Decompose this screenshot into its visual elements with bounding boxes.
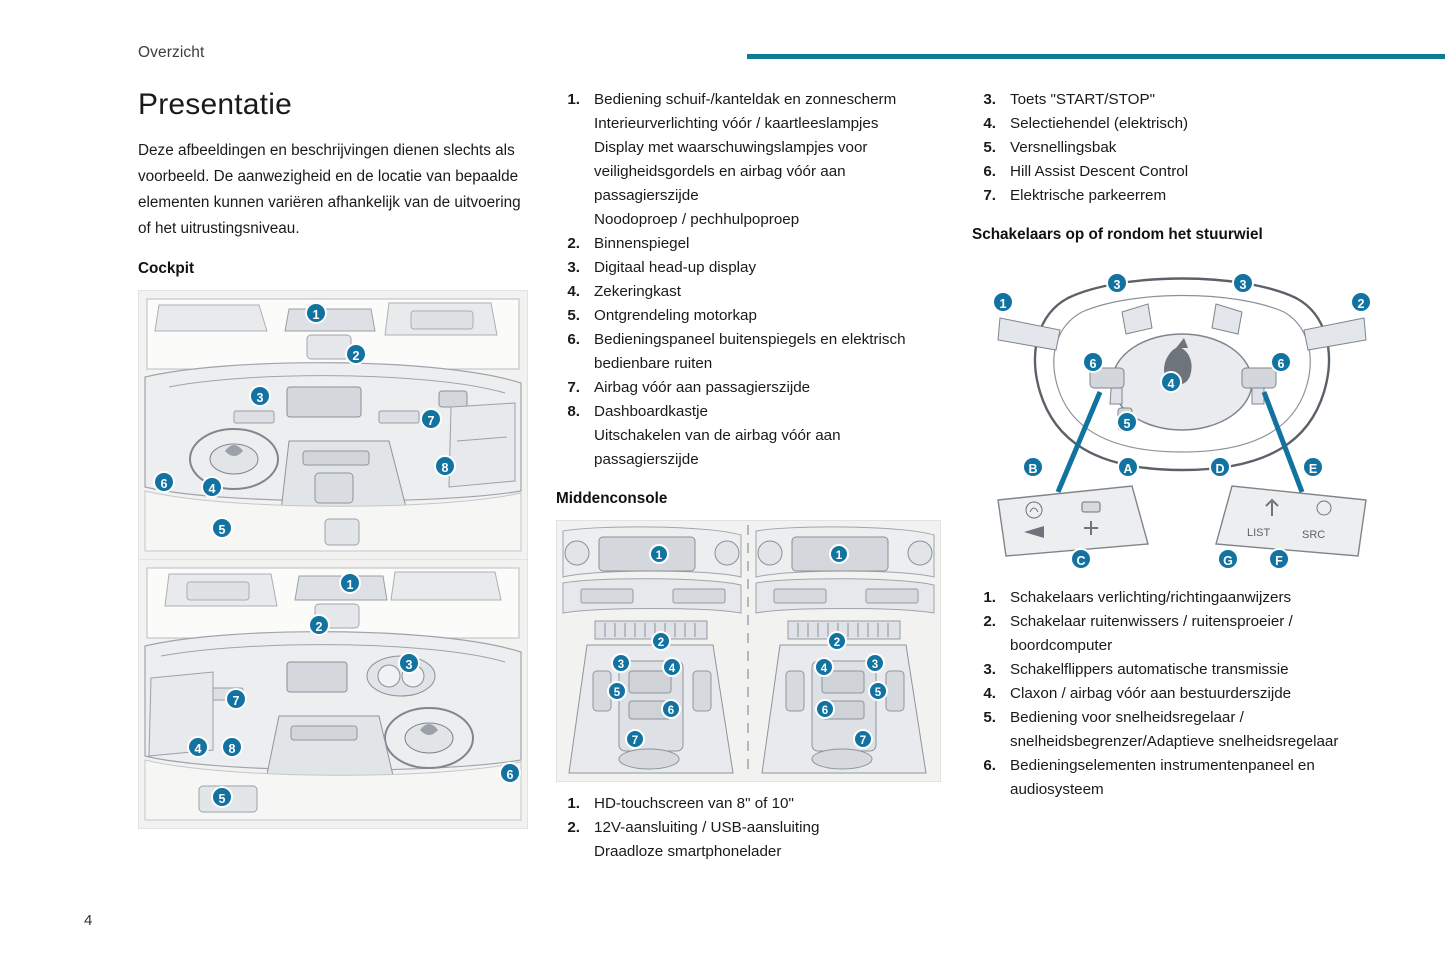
callout-A: A — [1117, 456, 1139, 478]
callout-7: 7 — [225, 688, 247, 710]
list-text: Bedieningselementen instrumentenpaneel en audiosysteem — [1010, 757, 1315, 798]
callout-2: 2 — [345, 343, 367, 365]
list-text: Elektrische parkeerrem — [1010, 187, 1167, 204]
list-text: Display met waarschuwingslampjes voor veiligheidsgordels en airbag vóór aan passagierszijde — [594, 139, 868, 204]
callout-2: 2 — [827, 631, 847, 651]
callout-7: 7 — [625, 729, 645, 749]
callout-8: 8 — [434, 455, 456, 477]
cockpit-lower-illustration — [139, 560, 527, 828]
callout-3-right: 3 — [1232, 272, 1254, 294]
callout-G: G — [1217, 548, 1239, 570]
list-item — [972, 706, 1392, 754]
list-number: 8. — [567, 403, 580, 420]
callout-3: 3 — [398, 652, 420, 674]
callout-1: 1 — [829, 544, 849, 564]
list-number: 1. — [983, 589, 996, 606]
stuurwiel-legend-list — [972, 586, 1392, 802]
list-text: Schakelaars verlichting/richtingaanwijzers — [1010, 589, 1292, 606]
list-number: 5. — [983, 139, 996, 156]
cockpit-figure-upper — [138, 290, 528, 560]
list-number: 3. — [983, 661, 996, 678]
list-number: 2. — [567, 235, 580, 252]
list-item — [556, 376, 941, 400]
callout-6-right: 6 — [1270, 351, 1292, 373]
middle-column — [556, 88, 941, 864]
stuurwiel-illustration — [972, 256, 1392, 586]
list-item — [972, 586, 1392, 610]
callout-5: 5 — [1116, 411, 1138, 433]
callout-6: 6 — [153, 471, 175, 493]
button-label-src: SRC — [1302, 529, 1326, 541]
callout-3: 3 — [865, 653, 885, 673]
list-text: Zekeringkast — [594, 283, 681, 300]
list-item — [972, 184, 1392, 208]
callout-4: 4 — [1160, 371, 1182, 393]
callout-5: 5 — [211, 517, 233, 539]
list-item — [972, 610, 1392, 658]
list-text: Digitaal head-up display — [594, 259, 757, 276]
callout-4: 4 — [662, 657, 682, 677]
list-number: 4. — [567, 283, 580, 300]
list-text: Versnellingsbak — [1010, 139, 1117, 156]
cockpit-figure-lower — [138, 560, 528, 829]
callout-4: 4 — [814, 657, 834, 677]
cockpit-subtitle: Cockpit — [138, 260, 195, 277]
callout-6: 6 — [499, 762, 521, 784]
callout-C: C — [1070, 548, 1092, 570]
list-item — [556, 400, 941, 472]
button-label-list: LIST — [1247, 527, 1271, 539]
list-text: Selectiehendel (elektrisch) — [1010, 115, 1189, 132]
list-number: 5. — [567, 307, 580, 324]
middenconsole-illustration — [557, 521, 940, 781]
callout-2: 2 — [651, 631, 671, 651]
list-number: 6. — [983, 163, 996, 180]
callout-D: D — [1209, 456, 1231, 478]
left-column — [138, 88, 530, 829]
list-text: Ontgrendeling motorkap — [594, 307, 757, 324]
cockpit-legend-continued — [972, 88, 1392, 208]
list-number: 2. — [567, 819, 580, 836]
callout-8: 8 — [221, 736, 243, 758]
list-number: 6. — [983, 757, 996, 774]
list-number: 3. — [983, 91, 996, 108]
callout-3-left: 3 — [1106, 272, 1128, 294]
list-text: Draadloze smartphonelader — [594, 843, 782, 860]
callout-1: 1 — [992, 291, 1014, 313]
list-text: Claxon / airbag vóór aan bestuurderszijde — [1010, 685, 1292, 702]
cockpit-upper-illustration — [139, 291, 527, 559]
list-item — [972, 682, 1392, 706]
callout-5: 5 — [211, 786, 233, 808]
list-text: Schakelaar ruitenwissers / ruitensproeier / boordcomputer — [1010, 613, 1293, 654]
list-text: 12V-aansluiting / USB-aansluiting — [594, 819, 820, 836]
list-item — [972, 754, 1392, 802]
callout-6-left: 6 — [1082, 351, 1104, 373]
stuurwiel-figure — [972, 256, 1392, 586]
list-text: HD-touchscreen van 8" of 10" — [594, 795, 794, 812]
callout-1: 1 — [305, 302, 327, 324]
callout-2: 2 — [308, 614, 330, 636]
list-number: 1. — [567, 91, 580, 108]
callout-1: 1 — [339, 572, 361, 594]
callout-B: B — [1022, 456, 1044, 478]
list-item — [556, 328, 941, 376]
list-number: 7. — [567, 379, 580, 396]
callout-6: 6 — [815, 699, 835, 719]
callout-3: 3 — [249, 385, 271, 407]
callout-1: 1 — [649, 544, 669, 564]
list-text: Bedieningspaneel buitenspiegels en elektrisch bedienbare ruiten — [594, 331, 906, 372]
middenconsole-legend-list — [556, 792, 941, 864]
list-text: Noodoproep / pechhulpoproep — [594, 211, 800, 228]
callout-2: 2 — [1350, 291, 1372, 313]
header-rule — [747, 54, 1445, 59]
callout-F: F — [1268, 548, 1290, 570]
list-item — [556, 280, 941, 304]
list-text: Schakelflippers automatische transmissie — [1010, 661, 1289, 678]
list-text: Airbag vóór aan passagierszijde — [594, 379, 811, 396]
callout-4: 4 — [187, 736, 209, 758]
list-item — [972, 112, 1392, 136]
list-text: Interieurverlichting vóór / kaartleeslampjes — [594, 115, 879, 132]
right-column — [972, 88, 1392, 802]
list-number: 2. — [983, 613, 996, 630]
list-number: 6. — [567, 331, 580, 348]
section-header-label: Overzicht — [138, 44, 205, 61]
list-text: Bediening voor snelheidsregelaar / snelheidsbegrenzer/Adaptieve snelheidsregelaar — [1010, 709, 1339, 750]
list-item — [556, 88, 941, 232]
list-item — [972, 136, 1392, 160]
page-title: Presentatie — [138, 88, 292, 121]
list-item — [556, 816, 941, 864]
middenconsole-figure — [556, 520, 941, 782]
list-item — [556, 232, 941, 256]
page-number: 4 — [84, 912, 93, 929]
callout-7: 7 — [420, 408, 442, 430]
list-item — [972, 658, 1392, 682]
stuurwiel-subtitle: Schakelaars op of rondom het stuurwiel — [972, 226, 1263, 243]
list-item — [556, 304, 941, 328]
list-number: 4. — [983, 115, 996, 132]
list-number: 1. — [567, 795, 580, 812]
list-item — [556, 256, 941, 280]
list-text: Toets "START/STOP" — [1010, 91, 1155, 108]
middenconsole-subtitle: Middenconsole — [556, 490, 668, 507]
cockpit-legend-list — [556, 88, 941, 472]
list-text: Dashboardkastje — [594, 403, 708, 420]
intro-paragraph: Deze afbeeldingen en beschrijvingen dienen slechts als voorbeeld. De aanwezigheid en de locatie van bepaalde elementen kunnen variëren afhankelijk van de uitvoering of het uitrustingsniveau. — [138, 142, 521, 237]
list-item — [556, 792, 941, 816]
list-number: 7. — [983, 187, 996, 204]
list-number: 5. — [983, 709, 996, 726]
callout-E: E — [1302, 456, 1324, 478]
list-number: 3. — [567, 259, 580, 276]
list-item — [972, 160, 1392, 184]
list-item — [972, 88, 1392, 112]
callout-5: 5 — [868, 681, 888, 701]
callout-7: 7 — [853, 729, 873, 749]
callout-6: 6 — [661, 699, 681, 719]
callout-5: 5 — [607, 681, 627, 701]
list-text: Hill Assist Descent Control — [1010, 163, 1189, 180]
list-number: 4. — [983, 685, 996, 702]
list-text: Uitschakelen van de airbag vóór aan passagierszijde — [594, 427, 841, 468]
list-text: Bediening schuif-/kanteldak en zonnescherm — [594, 91, 897, 108]
callout-4: 4 — [201, 476, 223, 498]
callout-3: 3 — [611, 653, 631, 673]
list-text: Binnenspiegel — [594, 235, 690, 252]
